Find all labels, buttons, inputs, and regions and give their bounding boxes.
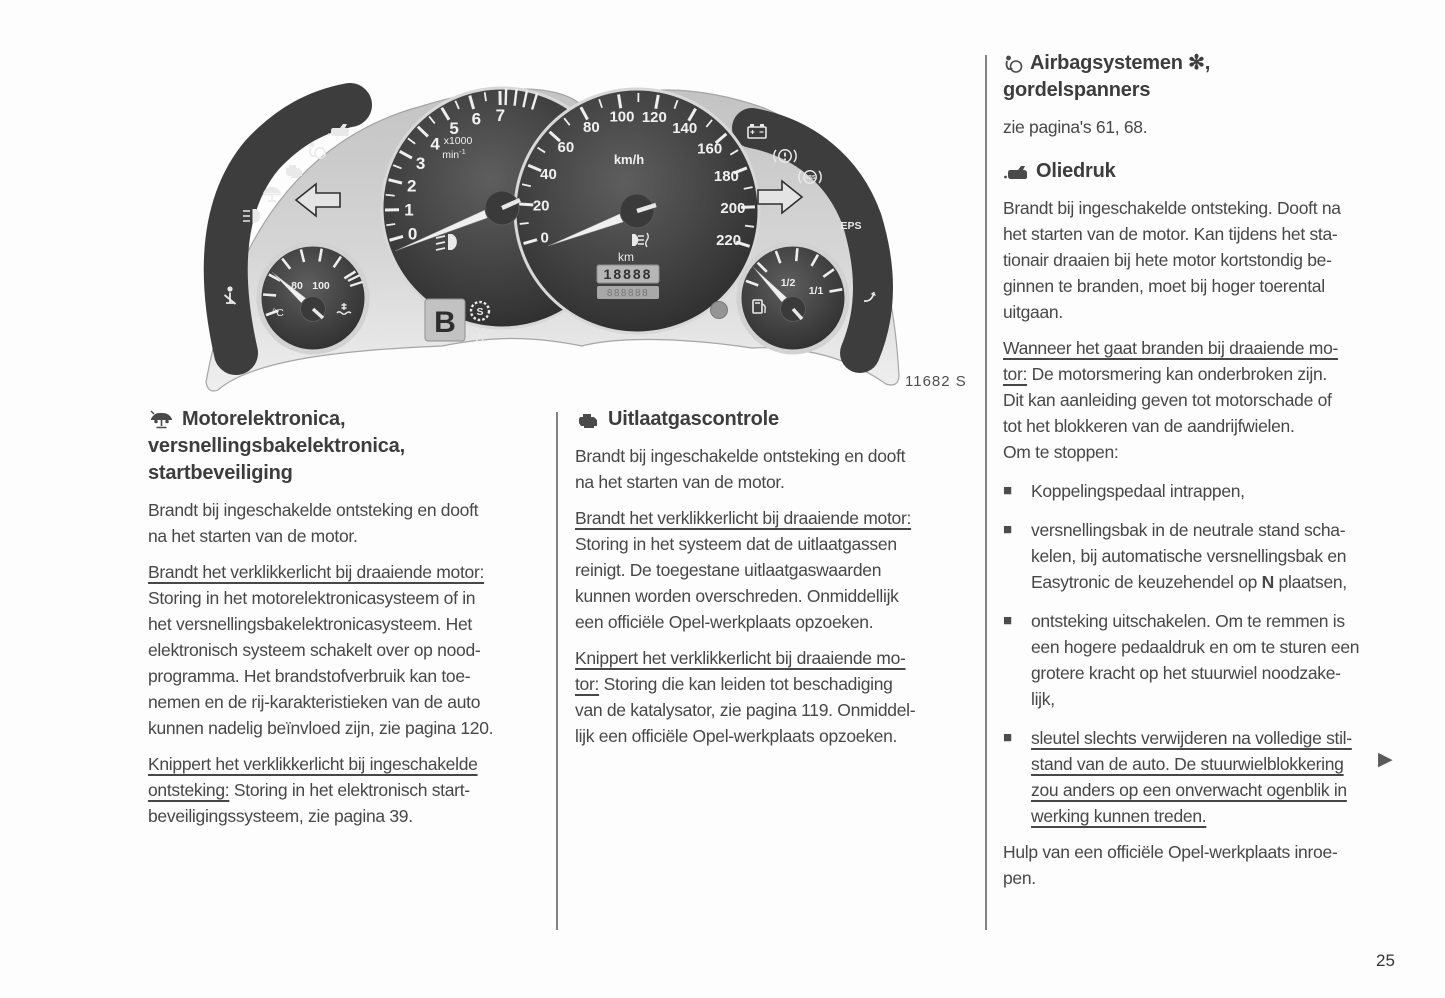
square-bullet-icon: ■ <box>1003 612 1013 629</box>
list-item <box>1003 517 1417 595</box>
paragraph <box>1003 839 1417 891</box>
dial-label: 4 <box>430 134 440 154</box>
text-line: Brandt het verklikkerlicht bij draaiende motor: <box>148 562 485 582</box>
text-line: Brandt bij ingeschakelde ontsteking en dooft <box>148 500 479 520</box>
text-line: beveiligingssysteem, zie pagina 39. <box>148 806 413 826</box>
text-line: van de katalysator, zie pagina 119. Onmiddel- <box>575 700 916 720</box>
dial-tick <box>745 226 754 227</box>
figure-label: 11682 S <box>905 373 967 390</box>
odometer-unit-label: km <box>618 250 634 264</box>
paragraph <box>1003 114 1417 140</box>
text-line: tor: Storing die kan leiden tot beschadiging <box>575 674 893 694</box>
dial-tick <box>796 248 797 261</box>
text-line: Easytronic de keuzehendel op N plaatsen, <box>1031 572 1347 592</box>
square-bullet-icon: ■ <box>1003 729 1013 746</box>
dial-label: 3 <box>415 153 426 173</box>
dial-label: 140 <box>672 119 698 137</box>
fuel-label-half: 1/2 <box>780 277 796 289</box>
heading-line: Airbagsystemen ✻, <box>1003 50 1417 77</box>
trip-reset-button[interactable] <box>711 302 728 319</box>
text-line: een officiële Opel-werkplaats opzoeken. <box>575 612 874 632</box>
page-number: 25 <box>1376 951 1395 970</box>
speed-unit-label: km/h <box>613 152 645 167</box>
dial-label: 180 <box>713 168 739 186</box>
text-line: programma. Het brandstofverbruik kan toe- <box>148 666 471 686</box>
dial-label: 100 <box>609 108 635 126</box>
dial-label: 5 <box>449 119 459 139</box>
text-line: ontsteking: Storing in het elektronisch start- <box>148 780 470 800</box>
text-line: zie pagina's 61, 68. <box>1003 117 1148 137</box>
vehicle-service-icon <box>263 187 281 201</box>
odometer-bottom-value: 888888 <box>606 288 650 299</box>
text-line: na het starten van de motor. <box>575 472 785 492</box>
heading-line: Oliedruk <box>1003 158 1417 185</box>
svg-text:ABS: ABS <box>804 175 816 181</box>
text-line: tot het blokkeren van de aandrijfwielen. <box>1003 416 1295 436</box>
paragraph <box>148 497 548 549</box>
tacho-unit-label: $\min^{-1}$ <box>442 147 466 161</box>
dial-label: 0 <box>540 229 549 247</box>
paragraph <box>148 751 548 829</box>
airbag-icon <box>1003 54 1023 74</box>
paragraph <box>1003 335 1417 465</box>
text-line: ginnen te branden, moet bij hoger toerental <box>1003 276 1325 296</box>
dial-label: 20 <box>532 197 550 215</box>
text-line: Brandt bij ingeschakelde ontsteking en dooft <box>575 446 906 466</box>
text-line: stand van de auto. De stuurwielblokkering <box>1031 754 1344 774</box>
dial-label: 120 <box>641 108 667 126</box>
fuel-label-full: 1/1 <box>808 285 824 297</box>
dial-label: 200 <box>720 199 746 217</box>
temp-unit-label: °C <box>272 307 284 319</box>
text-line: nemen en de rij-karakteristieken van de auto <box>148 692 481 712</box>
paragraph <box>575 505 977 635</box>
dial-label: 160 <box>697 140 723 158</box>
square-bullet-icon: ■ <box>1003 482 1013 499</box>
dial-label: 7 <box>495 105 506 125</box>
text-line: het starten van de motor. Kan tijdens het sta- <box>1003 224 1338 244</box>
heading-line: Uitlaatgascontrole <box>575 406 977 433</box>
temp-label-100: 100 <box>312 280 330 292</box>
text-line: uitgaan. <box>1003 302 1063 322</box>
dial-label: 80 <box>582 118 600 136</box>
text-line: tionair draaien bij hete motor kortstondig be- <box>1003 250 1332 270</box>
list-item <box>1003 608 1417 712</box>
car-service-icon <box>148 410 175 430</box>
list-item <box>1003 725 1417 829</box>
paragraph <box>148 559 548 741</box>
oil-can-icon <box>1003 164 1029 180</box>
column-divider-1 <box>556 412 558 930</box>
tacho-multiplier-label: x1000 <box>443 135 473 147</box>
text-line: zou anders op een onverwacht ogenblik in <box>1031 780 1347 800</box>
sub-heading <box>1003 158 1417 185</box>
text-line: Brandt bij ingeschakelde ontsteking. Dooft na <box>1003 198 1341 218</box>
text-line: Knippert het verklikkerlicht bij ingeschakelde <box>148 754 478 774</box>
temp-label-80: 80 <box>291 280 303 292</box>
dial-tick <box>386 195 395 196</box>
dial-tick <box>520 223 529 224</box>
dial-tick <box>506 88 507 105</box>
text-line: Storing in het motorelektronicasysteem of in <box>148 588 476 608</box>
text-line: Wanneer het gaat branden bij draaiende mo- <box>1003 338 1339 358</box>
text-line: elektronisch systeem schakelt over op nood- <box>148 640 481 660</box>
text-line: na het starten van de motor. <box>148 526 358 546</box>
text-line: pen. <box>1003 868 1036 888</box>
column-divider-2 <box>985 55 987 930</box>
odometer-top-value: 18888 <box>603 266 653 282</box>
text-line: tor: De motorsmering kan onderbroken zijn. <box>1003 364 1327 384</box>
paragraph <box>575 443 977 495</box>
column-uitlaatgascontrole <box>575 406 977 749</box>
text-line: kunnen worden overschreden. Onmiddellijk <box>575 586 899 606</box>
dial-tick <box>519 204 533 205</box>
text-line: lijk, <box>1031 689 1055 709</box>
text-line: Knippert het verklikkerlicht bij draaiende mo- <box>575 648 906 668</box>
text-line: Brandt het verklikkerlicht bij draaiende motor: <box>575 508 912 528</box>
text-line: Storing in het systeem dat de uitlaatgassen <box>575 534 897 554</box>
text-line: Om te stoppen: <box>1003 442 1119 462</box>
text-line: het versnellingsbakelektronicasysteem. Het <box>148 614 472 634</box>
eps-label: EPS <box>840 220 862 232</box>
column-airbag-oliedruk <box>1003 50 1417 891</box>
paragraph <box>575 645 977 749</box>
engine-icon <box>575 411 601 429</box>
heading-line: gordelspanners <box>1003 79 1151 101</box>
text-line: versnellingsbak in de neutrale stand scha- <box>1031 520 1346 540</box>
paragraph <box>1003 195 1417 325</box>
text-line: Koppelingspedaal intrappen, <box>1031 481 1245 501</box>
text-line: een hogere pedaaldruk en om te sturen een <box>1031 637 1360 657</box>
text-line: werking kunnen treden. <box>1031 806 1207 826</box>
text-line: lijk een officiële Opel-werkplaats opzoeken. <box>575 726 898 746</box>
dial-label: 0 <box>407 224 418 244</box>
text-line: sleutel slechts verwijderen na volledige stil- <box>1031 728 1352 748</box>
dial-tick <box>263 295 276 296</box>
text-line: kunnen nadelig beïnvloed zijn, zie pagina 120. <box>148 718 494 738</box>
dial-label: 220 <box>716 231 742 249</box>
square-bullet-icon: ■ <box>1003 521 1013 538</box>
heading-line: Motorelektronica, <box>148 406 548 433</box>
dial-label: 2 <box>407 176 417 196</box>
dial-label: 6 <box>471 109 482 129</box>
dial-label: 40 <box>540 166 557 184</box>
continue-arrow-icon: ▶ <box>1378 749 1393 770</box>
heading-line: startbeveiliging <box>148 462 293 484</box>
text-line: grotere kracht op het stuurwiel noodzake- <box>1031 663 1341 683</box>
list-item <box>1003 478 1417 504</box>
text-line: reinigt. De toegestane uitlaatgaswaarden <box>575 560 882 580</box>
text-line: kelen, bij automatische versnellingsbak en <box>1031 546 1347 566</box>
gear-indicator-value: B <box>434 306 456 339</box>
engine-warning-icon <box>286 165 302 178</box>
instrument-cluster-figure <box>192 58 972 403</box>
text-line: Hulp van een officiële Opel-werkplaats inroe- <box>1003 842 1338 862</box>
text-line: Dit kan aanleiding geven tot motorschade of <box>1003 390 1332 410</box>
heading-line: versnellingsbakelektronica, <box>148 435 405 457</box>
text-line: ontsteking uitschakelen. Om te remmen is <box>1031 611 1345 631</box>
dial-label: 60 <box>557 138 575 156</box>
svg-text:S: S <box>476 306 484 318</box>
column-motorelektronica <box>148 406 548 829</box>
dial-label: 1 <box>404 200 414 220</box>
